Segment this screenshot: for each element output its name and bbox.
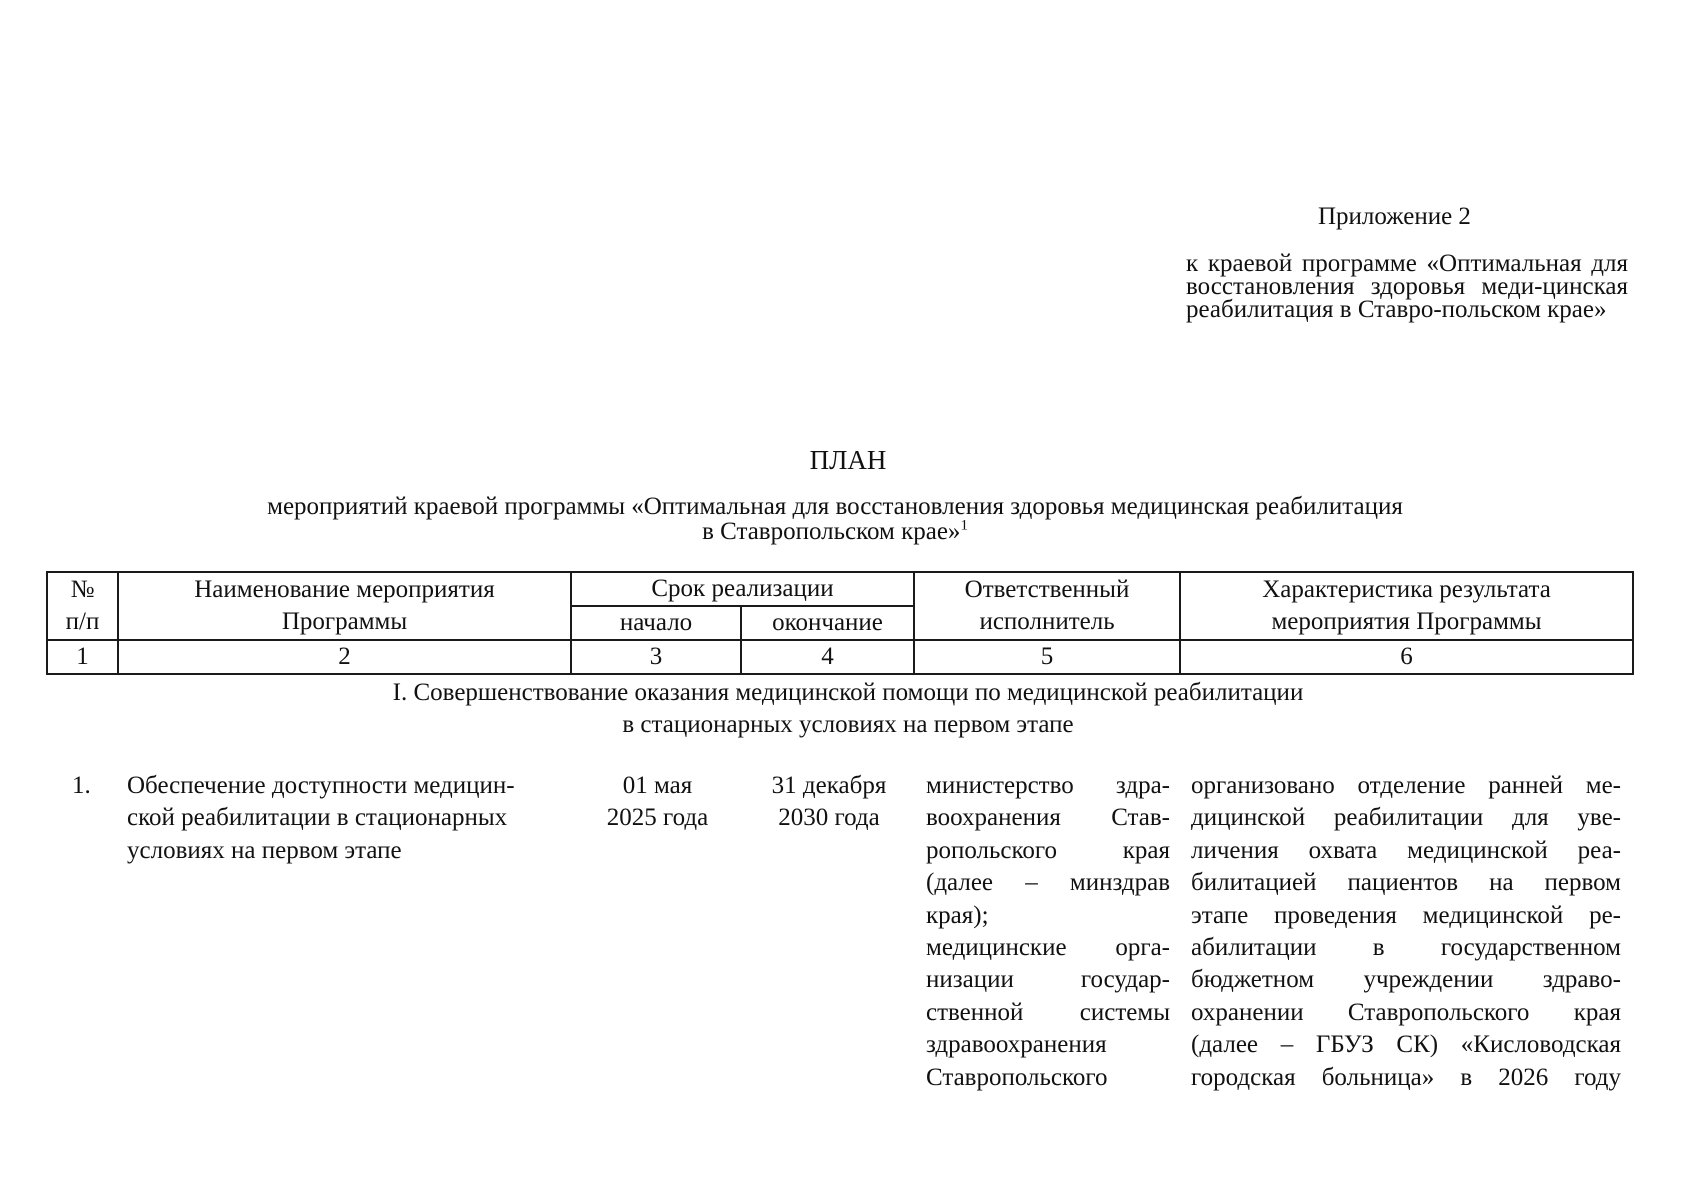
header-result: Характеристика результата мероприятия Программы	[1180, 572, 1633, 640]
column-number: 5	[914, 640, 1180, 674]
text-line: этапе проведения медицинской ре-	[1191, 901, 1621, 929]
header-num: № п/п	[47, 572, 118, 640]
section-title-line1: I. Совершенствование оказания медицинской помощи по медицинской реабилитации	[392, 679, 1304, 706]
plan-table	[46, 571, 1634, 675]
header-start: начало	[571, 606, 741, 640]
footnote-mark: 1	[960, 517, 968, 534]
text-line: ропольского края	[926, 836, 1170, 864]
text-line: 31 декабря	[771, 772, 887, 799]
text-line: условиях на первом этапе	[127, 836, 402, 864]
section-title	[0, 677, 1696, 741]
text-line: абилитации в государственном	[1191, 934, 1621, 962]
text-line: организовано отделение ранней ме-	[1191, 772, 1621, 799]
column-number: 4	[741, 640, 914, 674]
text-line: бюджетном учреждении здраво-	[1191, 966, 1621, 994]
text-line: 01 мая	[622, 772, 693, 799]
text-line: охранении Ставропольского края	[1191, 998, 1621, 1026]
row-1-start	[585, 770, 730, 835]
row-1-result	[1191, 770, 1621, 1094]
table-header-row-top	[47, 572, 1633, 606]
plan-subheading-line1: мероприятий краевой программы «Оптимальная для восстановления здоровья медицинская реабилитация	[267, 493, 1403, 520]
text-line: 2030 года	[778, 804, 880, 832]
header-executor: Ответственный исполнитель	[914, 572, 1180, 640]
text-line: 2025 года	[606, 804, 709, 832]
text-line: Ставропольского	[926, 1063, 1108, 1091]
header-name: Наименование мероприятия Программы	[118, 572, 571, 640]
header-period: Срок реализации	[571, 572, 914, 606]
plan-subheading-line2: в Ставропольском крае»	[702, 518, 961, 545]
text-line: дицинской реабилитации для уве-	[1191, 804, 1621, 832]
text-line: (далее – минздрав	[926, 869, 1170, 897]
column-number: 6	[1180, 640, 1633, 674]
text-line: ской реабилитации в стационарных	[127, 804, 508, 832]
text-line: края);	[926, 901, 989, 929]
row-1-end	[749, 770, 909, 835]
text-line: городская больница» в 2026 году	[1191, 1063, 1621, 1091]
column-number: 3	[571, 640, 741, 674]
text-line: медицинские орга-	[926, 934, 1170, 962]
row-1-num: 1.	[72, 772, 91, 799]
column-number-row	[47, 640, 1633, 674]
row-1-name	[127, 770, 564, 867]
text-line: министерство здра-	[926, 772, 1170, 799]
text-line: личения охвата медицинской реа-	[1191, 836, 1621, 864]
text-line: билитацией пациентов на первом	[1191, 869, 1621, 897]
column-number: 1	[47, 640, 118, 674]
text-line: низации государ-	[926, 966, 1170, 994]
section-title-line2: в стационарных условиях на первом этапе	[622, 711, 1074, 738]
text-line: воохранения Став-	[926, 804, 1170, 832]
text-line: здравоохранения	[926, 1031, 1107, 1059]
text-line: ственной системы	[926, 998, 1170, 1026]
header-end: окончание	[741, 606, 914, 640]
column-number: 2	[118, 640, 571, 674]
text-line: (далее – ГБУЗ СК) «Кисловодская	[1191, 1031, 1621, 1059]
appendix-reference: к краевой программе «Оптимальная для восстановления здоровья меди-цинская реабилитация в Ставро-польском крае»	[1186, 250, 1628, 323]
appendix-title: Приложение 2	[1318, 203, 1471, 230]
row-1-executor	[926, 770, 1170, 1094]
plan-heading: ПЛАН	[809, 445, 887, 475]
plan-subheading	[190, 494, 1480, 544]
text-line: Обеспечение доступности медицин-	[127, 772, 515, 799]
